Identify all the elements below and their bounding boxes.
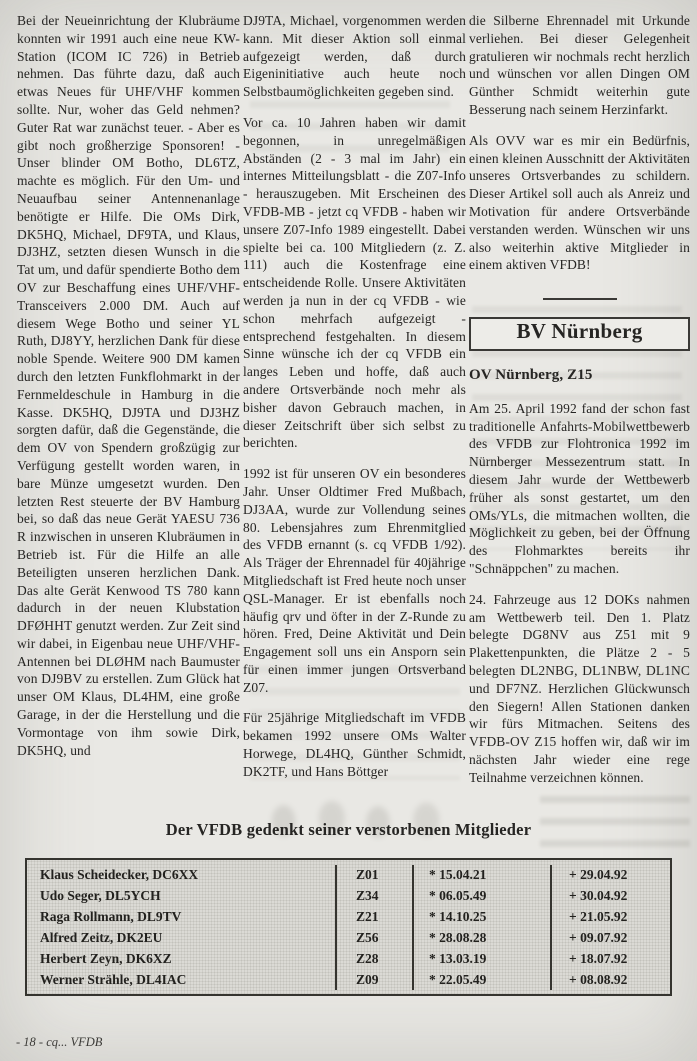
memorial-ov: Z01: [335, 865, 412, 886]
body-paragraph: 24. Fahrzeuge aus 12 DOKs nahmen am Wettbewerb teil. Den 1. Platz belegte DG8NV aus Z51 mit 9 Plakettenpunkten, die Plätze 2 - 5 belegten DL2NBG, DL1NBW, DL1NC und DF7NZ. Herzlichen Glückwunsch den Siegern! Allen Stationen danken wir fürs Mitmachen. Seitens des VFDB-OV Z15 hoffen wir, daß wir im nächsten Jahr wieder eine rege Teilnahme verzeichnen können.: [469, 591, 690, 785]
section-subheading: OV Nürnberg, Z15: [469, 366, 593, 383]
page-number-footer: - 18 - cq... VFDB: [16, 1035, 103, 1049]
memorial-born-date: * 22.05.49: [412, 969, 550, 990]
memorial-table-title: Der VFDB gedenkt seiner verstorbenen Mitglieder: [165, 820, 532, 839]
memorial-name: Werner Strähle, DL4IAC: [40, 971, 187, 987]
memorial-died-date: + 09.07.92: [550, 928, 670, 949]
memorial-name: Klaus Scheidecker, DC6XX: [40, 867, 199, 883]
memorial-born-date: * 14.10.25: [412, 907, 550, 928]
text-column-1: [17, 12, 240, 772]
memorial-died-date: + 29.04.92: [550, 865, 670, 886]
section-title: BV Nürnberg: [516, 319, 643, 344]
memorial-ov: Z34: [335, 886, 412, 907]
section-divider-rule: [543, 298, 617, 300]
memorial-name: Alfred Zeitz, DK2EU: [40, 929, 163, 945]
memorial-ov: Z56: [335, 928, 412, 949]
memorial-ov: Z09: [335, 969, 412, 990]
memorial-died-date: + 21.05.92: [550, 907, 670, 928]
body-paragraph: die Silberne Ehrennadel mit Urkunde verliehen. Bei dieser Gelegenheit gratulieren wir nochmals recht herzlich und wünschen vor allen Dingen OM Günther Schmidt weiterhin gute Besserung nach seinem Herzinfarkt.: [469, 13, 690, 117]
memorial-name: Raga Rollmann, DL9TV: [40, 909, 182, 925]
body-paragraph: Als OVV war es mir ein Bedürfnis, einen kleinen Ausschnitt der Aktivitäten unseres Ortsverbandes zu schildern. Dieser Artikel soll auch als Anreiz und Motivation für andere Ortsverbände verstanden werden. Wünschen wir uns also weiterhin aktive Mitglieder in einem aktiven VFDB!: [469, 132, 690, 273]
body-paragraph: Für 25jährige Mitgliedschaft im VFDB bekamen 1992 unsere OMs Walter Horwege, DL4HQ, Günther Schmidt, DK2TF, und Hans Böttger: [243, 710, 466, 779]
text-column-3: [469, 12, 690, 799]
memorial-name: Udo Seger, DL5YCH: [40, 888, 161, 904]
memorial-name: Herbert Zeyn, DK6XZ: [40, 950, 172, 966]
memorial-died-date: + 30.04.92: [550, 886, 670, 907]
body-paragraph: Vor ca. 10 Jahren haben wir damit begonnen, in unregelmäßigen Abständen (2 - 3 mal im Jahr) ein internes Mitteilungsblatt - die Z07-Info - herauszugeben. Mit Erscheinen des VFDB-MB - jetzt cq VFDB - haben wir unsere Z07-Info 1989 eingestellt. Dabei spielte bei ca. 100 Mitgliedern (z. Z. 111) auch die Kostenfrage eine entscheidende Rolle. Unsere Aktivitäten werden ja nun in der cq VFDB - wie schon mehrfach aufgezeigt - entsprechend festgehalten. In diesem Sinne wünsche ich der cq VFDB ein langes Leben und hoffe, daß auch andere Ortsverbände noch mehr als bisher davon Gebrauch machen, in dieser Zeitschrift über sich selbst zu berichten.: [243, 114, 466, 451]
body-paragraph: 1992 ist für unseren OV ein besonderes Jahr. Unser Oldtimer Fred Mußbach, DJ3AA, wurde zur Vollendung seines 80. Lebensjahres zum Ehrenmitglied des VFDB ernannt (s. cq VFDB 1/92). Als Träger der Ehrennadel für 40jährige Mitgliedschaft ist Fred heute noch unser QSL-Manager. Er ist ebenfalls noch häufig qrv und öfter in der Z-Runde zu hören. Fred, Deine Aktivität und Dein Engagement soll uns ein Ansporn sein für einen immer jungen Ortsverband Z07.: [243, 466, 466, 695]
memorial-died-date: + 08.08.92: [550, 969, 670, 990]
body-paragraph: Am 25. April 1992 fand der schon fast traditionelle Anfahrts-Mobilwettbewerb des VFDB zur Flohtronica 1992 im Nürnberger Messezentrum statt. In diesem Jahr wurde der Wettbewerb früher als sonst gestartet, um den OMs/YLs, die mitmachen wollten, die Möglichkeit zu geben, bei der Öffnung des Flohmarktes bereits ihr "Schnäppchen" zu machen.: [469, 400, 690, 576]
memorial-table: [25, 858, 672, 996]
memorial-born-date: * 15.04.21: [412, 865, 550, 886]
body-paragraph: Bei der Neueinrichtung der Klubräume konnten wir 1991 auch eine neue KW-Station (ICOM IC 726) in Betrieb nehmen. Das führte dazu, daß auch etwas Neues für UHF/VHF kommen sollte. Nur, woher das Geld nehmen? Guter Rat war zunächst teuer. - Aber es gibt noch großherzige Sponsoren! - Unser blinder OM Botho, DL6TZ, machte es möglich. Für den Um- und Neuaufbau seiner Antennenanlage benötigte er Hilfe. Die OMs Dirk, DK5HQ, Michael, DF9TA, und Klaus, DJ3HZ, setzten diesen Wunsch in die Tat um, und dafür spendierte Botho dem OV zur Beschaffung eines UHF/VHF-Transceivers 2.000 DM. Auch auf diesem Wege Botho und seiner YL Ruth, DJ8YY, herzlichen Dank für diese noble Spende. Weitere 900 DM kamen durch den letzten Funkflohmarkt in der Fernmeldeschule in Hamburg in die Kasse. DK5HQ, DJ9TA und DJ3HZ sorgten dafür, daß die Gegenstände, die dem OV von Spendern großzügig zur Verfügung gestellt worden waren, in bare Münze umgesetzt wurden. Den letzten Rest steuerte der BV Hamburg bei, so daß das neue Gerät YAESU 736 R inzwischen in unseren Klubräumen in Betrieb ist. Für die Hilfe an alle Beteiligten unseren herzlichen Dank. Das alte Gerät Kenwood TS 780 kann dadurch in der neuen Klubstation DFØHHT genutzt werden. Zur Zeit sind wir dabei, in Eigenbau neue UHF/VHF-Antennen bei DLØHM nach Baumuster von DJ9BV zu erstellen. Zum Glück hat unser OM Klaus, DL4HM, eine große Garage, in der die Herstellung und die Vormontage von ihm sowie Dirk, DK5HQ, und: [17, 13, 240, 758]
memorial-born-date: * 13.03.19: [412, 948, 550, 969]
memorial-born-date: * 06.05.49: [412, 886, 550, 907]
bv-nuernberg-header-box: [469, 317, 690, 351]
memorial-born-date: * 28.08.28: [412, 928, 550, 949]
text-column-2: [243, 12, 466, 794]
memorial-ov: Z28: [335, 948, 412, 969]
memorial-died-date: + 18.07.92: [550, 948, 670, 969]
body-paragraph: DJ9TA, Michael, vorgenommen werden kann. Mit dieser Aktion soll einmal aufgezeigt werden, daß durch Eigeninitiative auch heute noch Selbstbaumöglichkeiten gegeben sind.: [243, 13, 466, 100]
memorial-ov: Z21: [335, 907, 412, 928]
